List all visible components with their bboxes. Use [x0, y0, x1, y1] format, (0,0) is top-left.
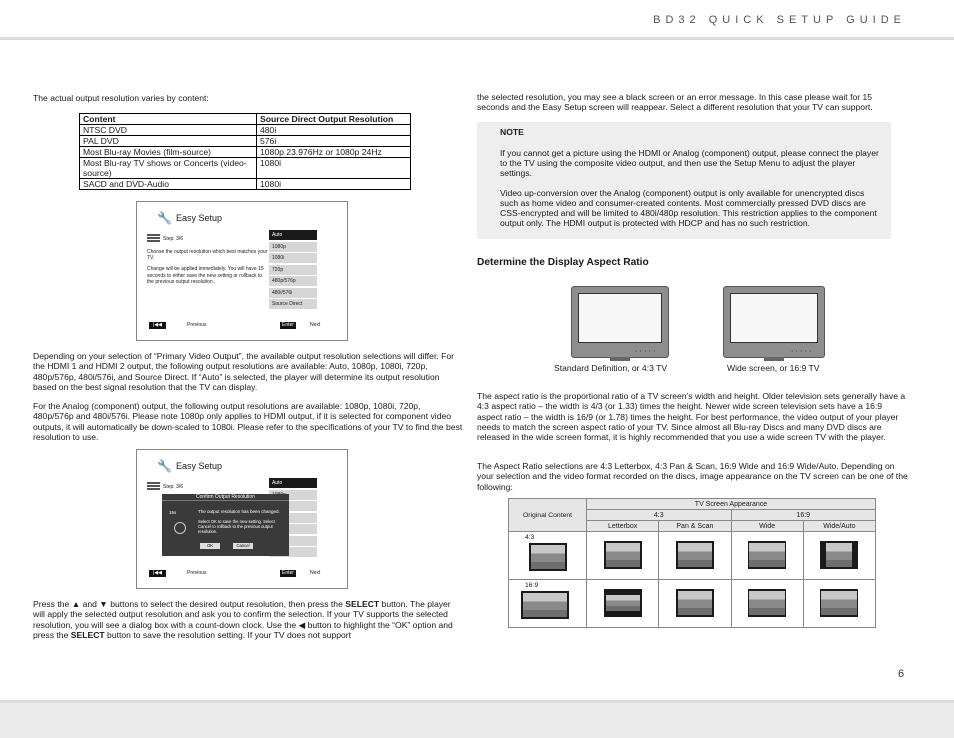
ok-button[interactable]: OK [200, 543, 220, 549]
row-cell [509, 532, 587, 580]
table-row [80, 179, 411, 190]
step-indicator [147, 482, 183, 491]
image-content [821, 591, 857, 615]
header-rule [0, 37, 954, 40]
table-row [80, 125, 411, 136]
table-cell [803, 532, 875, 580]
elephants-thumbnail [748, 589, 786, 617]
table-header: Source Direct Output Resolution [257, 114, 411, 125]
screen-title-text: Easy Setup [175, 461, 222, 471]
image-content [678, 591, 712, 615]
column-header: Letterbox [587, 521, 659, 532]
cancel-button[interactable]: Cancel [233, 543, 253, 549]
previous-label: Previous [187, 570, 207, 576]
table-cell [731, 580, 803, 628]
select-keyword: SELECT [345, 599, 380, 609]
resolution-table [79, 113, 411, 190]
elephants-thumbnail [604, 589, 642, 617]
image-content [749, 591, 785, 615]
tv-caption: Standard Definition, or 4:3 TV [554, 363, 668, 373]
option-item[interactable]: Auto [269, 230, 317, 241]
option-item[interactable]: Auto [269, 478, 317, 489]
wrench-icon: 🔧 [157, 211, 172, 225]
previous-icon[interactable]: |◀◀ [149, 322, 166, 329]
note-paragraph: Video up-conversion over the Analog (component) output is only available for unencrypted discs such as home video and consumer-created contents. Most commercially pressed DVD discs are CSS-encrypted and will be limited to 480i/480p resolution. This restriction applies to the component output only. The HDMI output is protected with HDCP and has no such restriction. [500, 188, 877, 228]
enter-button[interactable]: Enter [282, 322, 294, 328]
option-item[interactable]: 1080i [269, 253, 317, 264]
footer-band [0, 700, 954, 738]
tv-screen [578, 293, 662, 343]
description-line: Change will be applied immediately. You will have 15 seconds to either save the new setting or rollback to the previous output resolution. [147, 266, 264, 285]
table-cell: 1080p 23.976Hz or 1080p 24Hz [257, 147, 411, 158]
screen-title [157, 459, 222, 473]
elephants-thumbnail [521, 591, 569, 619]
note-paragraph: If you cannot get a picture using the HDMI or Analog (component) output, please connect the player to the TV using the composite video output, and then use the Setup Menu to adjust the player settings. [500, 148, 879, 178]
list-icon [147, 482, 160, 491]
note-box [477, 122, 891, 239]
step-label: Step: 3/6 [163, 483, 184, 490]
list-icon [147, 234, 160, 243]
dialog-title: Confirm Output Resolution [162, 494, 289, 501]
note-body [500, 148, 880, 228]
paragraph: For the Analog (component) output, the following output resolutions are available: 1080p, 1080i, 720p, 480p/576p and 480i/576i. Please note 1080p only applies to HDMI output, if it is selected for component video outputs, it will automatically be down-scaled to 1080i. Please refer to the specifications of your TV to find the best resolution to use. [33, 401, 463, 442]
table-cell [803, 580, 875, 628]
table-row [80, 136, 411, 147]
intro-text: The actual output resolution varies by content: [33, 93, 209, 103]
tv-caption: Wide screen, or 16:9 TV [727, 363, 820, 373]
option-item[interactable]: Source Direct [269, 299, 317, 310]
enter-button[interactable]: Enter [282, 570, 294, 576]
text-run: button. The player will apply the selected output resolution and ask you to confirm the selection. If your TV supports the selected resolution, you will see a dialog box with a count-down clock. Use the ◀ button to highlight the “OK” option and press the [33, 599, 453, 640]
column-header: Wide/Auto [803, 521, 875, 532]
step-label: Step: 3/6 [163, 235, 184, 242]
paragraph: The aspect ratio is the proportional ratio of a TV screen’s width and height. Older television sets generally have a 4:3 aspect ratio – the width is 4/3 (or 1.33) times the height. Newer wide screen television sets have a 16:9 aspect ratio – the width is 16/9 (or 1.78) times the height. For best performance, the video output of your player needs to match the screen aspect ratio of your TV. Since almost all Blu-ray Discs and many DVD discs are released in the wide screen format, it is highly recommended that you use a wide screen TV with the player. [477, 391, 906, 443]
table-row [80, 158, 411, 179]
confirm-resolution-screenshot [136, 449, 348, 589]
image-content [749, 543, 785, 567]
option-item[interactable]: 480p/576p [269, 276, 317, 287]
paragraph [33, 599, 463, 640]
image-content [606, 595, 640, 611]
header-title: BD32 QUICK SETUP GUIDE [653, 14, 906, 26]
table-cell: PAL DVD [80, 136, 257, 147]
screen-description [147, 249, 269, 285]
page-number: 6 [898, 668, 905, 680]
elephants-thumbnail [604, 541, 642, 569]
screen-title-text: Easy Setup [175, 213, 222, 223]
table-cell: 1080i [257, 158, 411, 179]
tv-16-9-image [723, 286, 825, 358]
select-keyword: SELECT [70, 629, 105, 640]
group-header: 16:9 [731, 510, 876, 521]
elephants-thumbnail [820, 541, 858, 569]
table-cell [587, 580, 659, 628]
tv-stand [764, 357, 784, 361]
screen-title [157, 211, 222, 225]
image-content [531, 545, 565, 569]
table-cell: Most Blu-ray TV shows or Concerts (video-source) [80, 158, 257, 179]
section-title: Determine the Display Aspect Ratio [477, 257, 649, 268]
text-run: button to save the resolution setting. If your TV does not support [104, 629, 352, 640]
tv-leds: • • • • • [635, 348, 656, 353]
table-cell: SACD and DVD-Audio [80, 179, 257, 190]
tv-stand [610, 357, 629, 361]
table-cell: 576i [257, 136, 411, 147]
clock-icon [174, 522, 186, 534]
table-cell: NTSC DVD [80, 125, 257, 136]
row-label: 16:9 [525, 582, 539, 589]
resolution-options [269, 230, 317, 311]
text-run: Press the ▲ and ▼ buttons to select the desired output resolution, then press the [33, 599, 346, 609]
elephants-thumbnail [676, 541, 714, 569]
table-cell: 480i [257, 125, 411, 136]
option-item[interactable]: 1080p [269, 242, 317, 253]
elephants-thumbnail [676, 589, 714, 617]
column-header: Wide [731, 521, 803, 532]
previous-icon[interactable]: |◀◀ [149, 570, 166, 577]
tv-leds: • • • • • [791, 348, 812, 353]
image-content [523, 593, 567, 617]
table-row [80, 147, 411, 158]
row-label: 4:3 [525, 534, 535, 541]
table-cell: 1080i [257, 179, 411, 190]
step-indicator [147, 234, 183, 243]
row-cell [509, 580, 587, 628]
aspect-ratio-table [508, 498, 876, 628]
wrench-icon: 🔧 [157, 459, 172, 473]
paragraph: The Aspect Ratio selections are 4:3 Letterbox, 4:3 Pan & Scan, 16:9 Wide and 16:9 Wide/Auto. Depending on your selection and the video format recorded on the discs, image appearance on the TV screen can be one of the following: [477, 461, 908, 492]
table-header-row [80, 114, 411, 125]
group-header: 4:3 [587, 510, 732, 521]
column-header: Pan & Scan [659, 521, 731, 532]
table-cell [659, 580, 731, 628]
elephants-thumbnail [529, 543, 567, 571]
table-cell [731, 532, 803, 580]
note-title: NOTE [500, 127, 524, 137]
image-content [606, 543, 640, 567]
previous-label: Previous [187, 322, 207, 328]
table-cell [587, 532, 659, 580]
countdown-label: 15s [169, 510, 177, 515]
elephants-thumbnail [820, 589, 858, 617]
paragraph: the selected resolution, you may see a black screen or an error message. In this case please wait for 15 seconds and the Easy Setup screen will reappear. Select a different resolution that your TV can support. [477, 92, 873, 113]
next-label: Next [310, 322, 321, 328]
dialog-message: The output resolution has been changed. [198, 509, 280, 514]
description-line: Choose the output resolution which best matches your TV. [147, 249, 268, 262]
tv-screen [730, 293, 818, 343]
tv-appearance-header: TV Screen Appearance [587, 499, 876, 510]
table-cell [659, 532, 731, 580]
confirm-dialog [162, 494, 289, 556]
elephants-thumbnail [748, 541, 786, 569]
tv-4-3-image [571, 286, 669, 358]
table-cell: Most Blu-ray Movies (film-source) [80, 147, 257, 158]
image-content [826, 543, 852, 567]
option-item[interactable]: 480i/576i [269, 288, 317, 299]
dialog-instructions: Select OK to save the new setting. Select Cancel to rollback to the previous output resolution. [198, 519, 275, 534]
original-content-header: Original Content [509, 499, 587, 532]
easy-setup-screenshot [136, 201, 348, 341]
next-label: Next [310, 570, 321, 576]
option-item[interactable]: 720p [269, 265, 317, 276]
image-content [678, 543, 712, 567]
paragraph: Depending on your selection of “Primary Video Output”, the available output resolution selections will differ. For the HDMI 1 and HDMI 2 output, the following output resolutions are available: Auto, 1080p, 1080i, 720p, 480p/576p, 480i/576i, and Source Direct. If “Auto” is selected, the player will determine its output resolution based on the best signal resolution that the TV can display. [33, 351, 455, 392]
table-header: Content [80, 114, 257, 125]
